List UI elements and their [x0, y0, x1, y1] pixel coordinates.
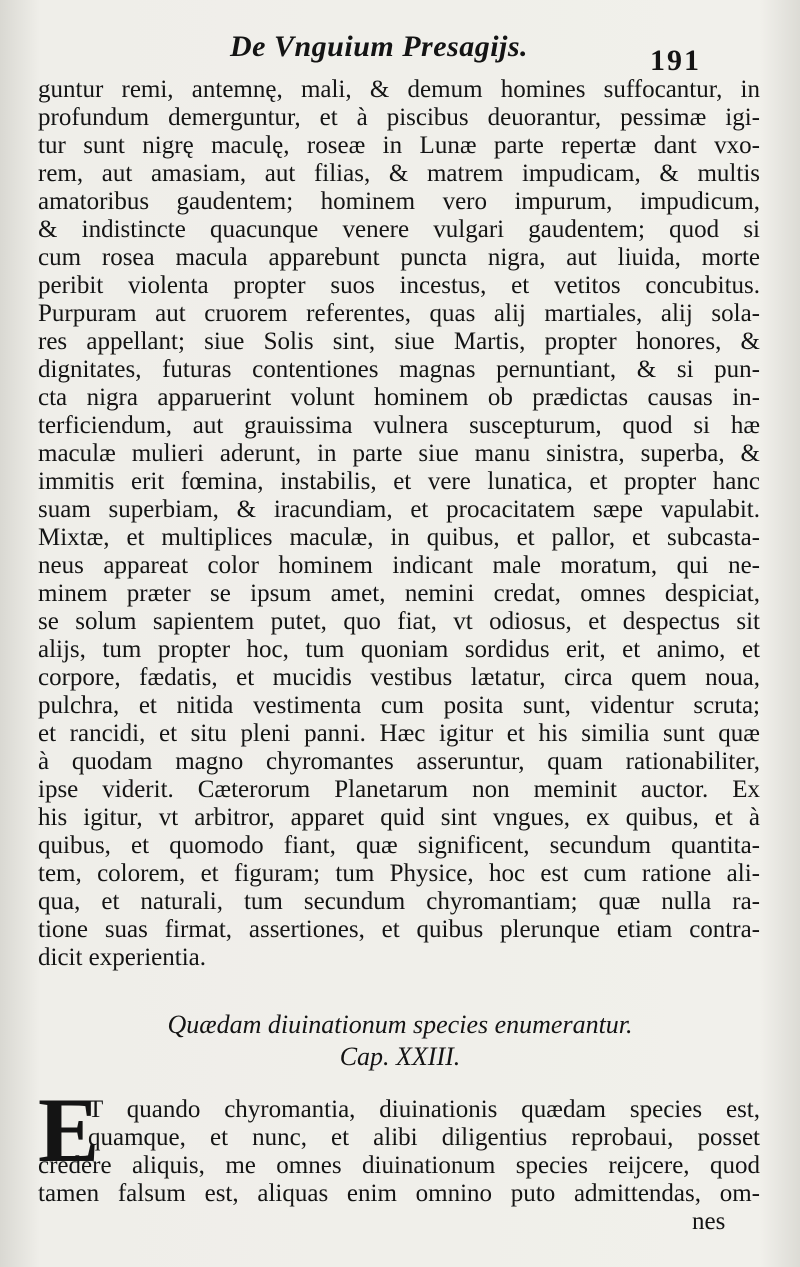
text-line: dignitates, futuras contentiones magnas pernuntiant, & si pun-	[38, 356, 760, 383]
text-line: Mixtæ, et multiplices maculæ, in quibus, et pallor, et subcasta-	[38, 524, 760, 551]
text-line: peribit violenta propter suos incestus, et vetitos concubitus.	[38, 272, 760, 299]
text-line: & indistincte quacunque venere vulgari gaudentem; quod si	[38, 216, 760, 243]
text-line: immitis erit fœmina, instabilis, et vere lunatica, et propter hanc	[38, 468, 760, 495]
catchword: nes	[692, 1208, 726, 1235]
text-line: tur sunt nigrę maculę, roseæ in Lunæ parte repertæ dant vxo-	[38, 132, 760, 159]
chapter-number: Cap. XXIII.	[339, 1042, 461, 1071]
text-line: cta nigra apparuerint volunt hominem ob prædictas causas in-	[38, 384, 760, 411]
text-line: T quando chyromantia, diuinationis quædam species est,	[88, 1096, 760, 1123]
text-line: res appellant; siue Solis sint, siue Martis, propter honores, &	[38, 328, 760, 355]
text-line: rem, aut amasiam, aut filias, & matrem impudicam, & multis	[38, 160, 760, 187]
text-line: neus appareat color hominem indicant male moratum, qui ne-	[38, 552, 760, 579]
page-number: 191	[650, 44, 701, 77]
text-line: amatoribus gaudentem; hominem vero impurum, impudicum,	[38, 188, 760, 215]
drop-cap: E	[38, 1079, 100, 1181]
text-line: tem, colorem, et figuram; tum Physice, hoc est cum ratione ali-	[38, 860, 760, 887]
text-line: ipse viderit. Cæterorum Planetarum non meminit auctor. Ex	[38, 776, 760, 803]
text-line: cum rosea macula apparebunt puncta nigra, aut liuida, morte	[38, 244, 760, 271]
text-line: credere aliquis, me omnes diuinationum species reijcere, quod	[38, 1152, 760, 1179]
text-line: guntur remi, antemnę, mali, & demum homines suffocantur, in	[38, 76, 760, 103]
text-line: minem præter se ipsum amet, nemini credat, omnes despiciat,	[38, 580, 760, 607]
text-line: suam superbiam, & iracundiam, et procacitatem sæpe vapulabit.	[38, 496, 760, 523]
text-line: Purpuram aut cruorem referentes, quas alij martiales, alij sola-	[38, 300, 760, 327]
chapter-title: Quædam diuinationum species enumerantur.	[167, 1010, 633, 1039]
text-line: quamque, et nunc, et alibi diligentius reprobaui, posset	[88, 1124, 760, 1151]
text-line: et rancidi, et situ pleni panni. Hæc igitur et his similia sunt quæ	[38, 720, 760, 747]
text-line-last: dicit experientia.	[38, 944, 206, 971]
text-line: se solum sapientem putet, quo fiat, vt odiosus, et despectus sit	[38, 608, 760, 635]
text-line: profundum demerguntur, et à piscibus deuorantur, pessimæ igi-	[38, 104, 760, 131]
text-line: pulchra, et nitida vestimenta cum posita sunt, videntur scruta;	[38, 692, 760, 719]
text-line: qua, et naturali, tum secundum chyromantiam; quæ nulla ra-	[38, 888, 760, 915]
text-line: quibus, et quomodo fiant, quæ significent, secundum quantita-	[38, 832, 760, 859]
text-line: à quodam magno chyromantes asseruntur, quam rationabiliter,	[38, 748, 760, 775]
text-line: maculæ mulieri aderunt, in parte siue manu sinistra, superba, &	[38, 440, 760, 467]
text-line: tione suas firmat, assertiones, et quibus plerunque etiam contra-	[38, 916, 760, 943]
text-line: tamen falsum est, aliquas enim omnino puto admittendas, om-	[38, 1180, 760, 1207]
text-line: terficiendum, aut grauissima vulnera suscepturum, quod si hæ	[38, 412, 760, 439]
text-line: alijs, tum propter hoc, tum quoniam sordidus erit, et animo, et	[38, 636, 760, 663]
text-line: his igitur, vt arbitror, apparet quid sint vngues, ex quibus, et à	[38, 804, 760, 831]
running-head: De Vnguium Presagijs.	[230, 30, 529, 63]
text-line: corpore, fædatis, et mucidis vestibus lætatur, circa quem noua,	[38, 664, 760, 691]
